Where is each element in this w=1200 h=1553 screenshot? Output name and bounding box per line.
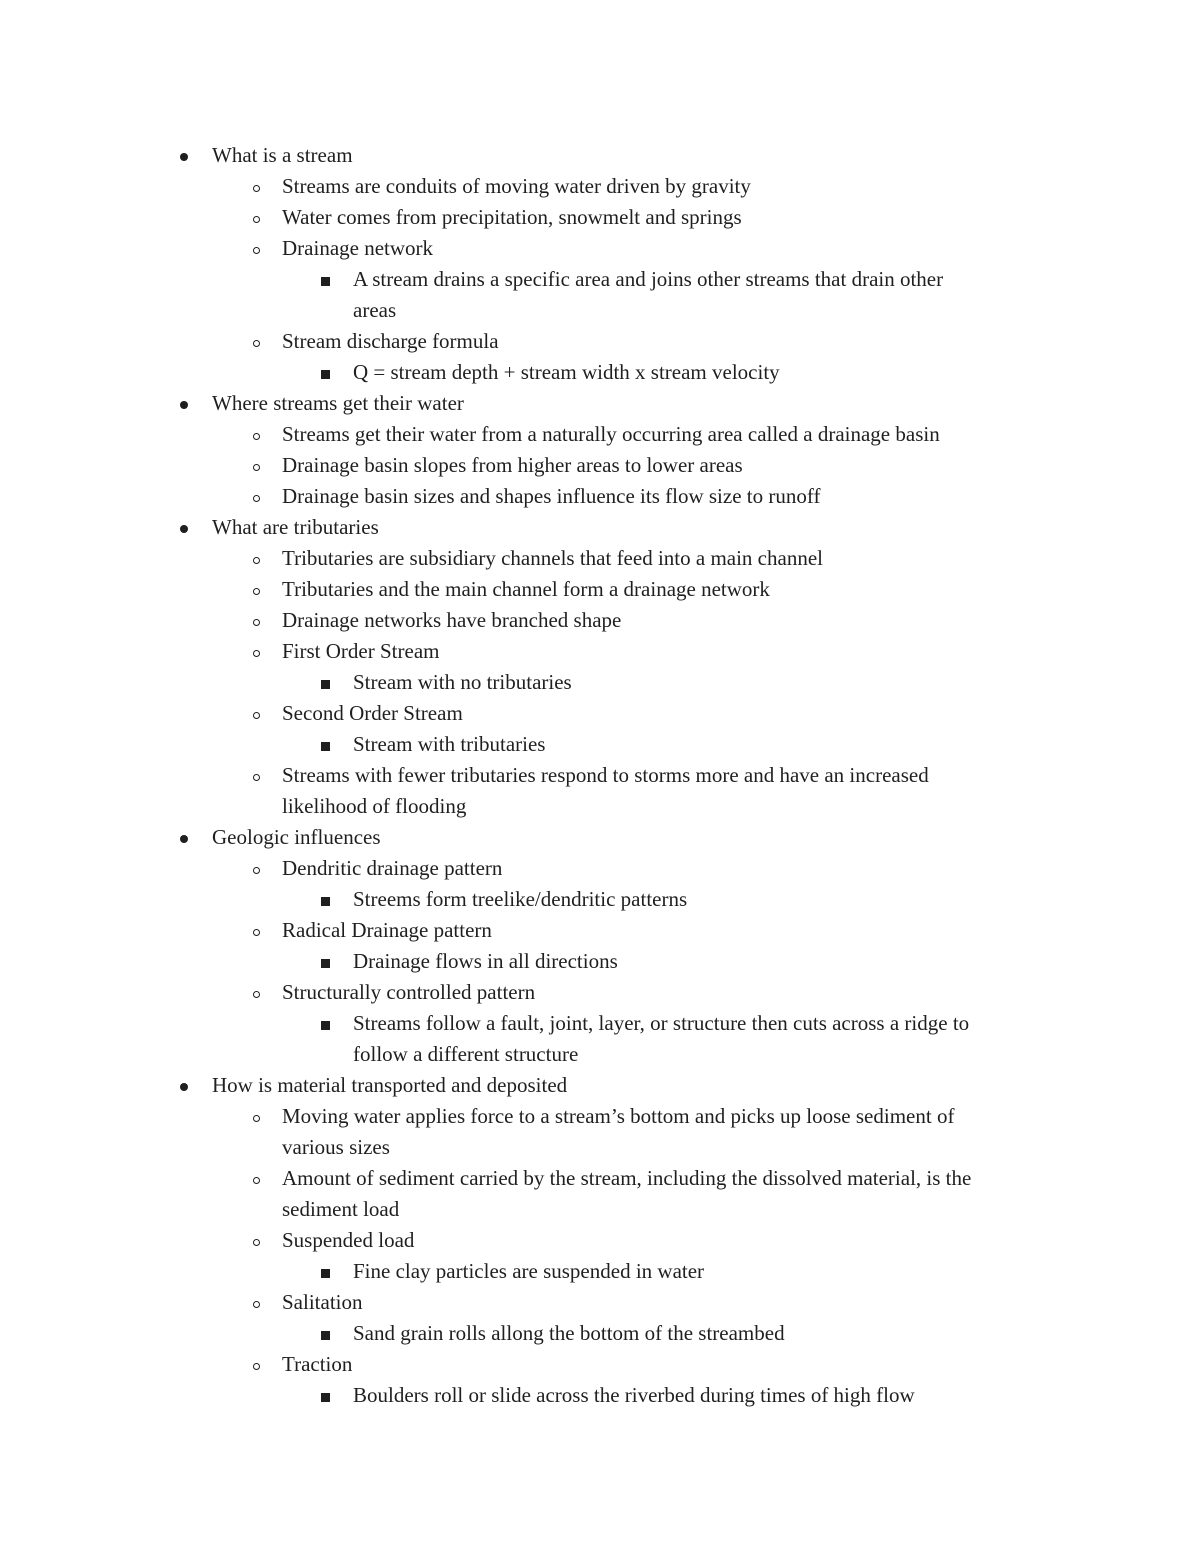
hollow-circle-bullet-icon	[246, 636, 266, 667]
hollow-circle-bullet-icon	[246, 760, 266, 791]
hollow-circle-bullet-icon	[246, 326, 266, 357]
list-item: Second Order Stream	[0, 698, 1200, 729]
hollow-circle-bullet-icon	[246, 202, 266, 233]
list-item: Radical Drainage pattern	[0, 915, 1200, 946]
hollow-circle-bullet-icon	[246, 543, 266, 574]
list-item: Traction	[0, 1349, 1200, 1380]
filled-circle-bullet-icon	[174, 1070, 194, 1101]
hollow-circle-bullet-icon	[246, 481, 266, 512]
sub-list-item: Stream with tributaries	[0, 729, 1200, 760]
list-item: Tributaries are subsidiary channels that feed into a main channel	[0, 543, 1200, 574]
heading-material-transport: How is material transported and deposited	[0, 1070, 1200, 1101]
hollow-circle-bullet-icon	[246, 1101, 266, 1132]
heading-where-streams-get-water: Where streams get their water	[0, 388, 1200, 419]
hollow-circle-bullet-icon	[246, 1163, 266, 1194]
list-item: Streams with fewer tributaries respond to storms more and have an increased	[0, 760, 1200, 791]
hollow-circle-bullet-icon	[246, 1225, 266, 1256]
sub-list-item: Streems form treelike/dendritic patterns	[0, 884, 1200, 915]
filled-circle-bullet-icon	[174, 388, 194, 419]
hollow-circle-bullet-icon	[246, 1349, 266, 1380]
list-item-continuation: various sizes	[282, 1135, 390, 1159]
list-item: Tributaries and the main channel form a drainage network	[0, 574, 1200, 605]
sub-list-item: Boulders roll or slide across the riverbed during times of high flow	[0, 1380, 1200, 1411]
list-item: Salitation	[0, 1287, 1200, 1318]
sub-list-item: Stream with no tributaries	[0, 667, 1200, 698]
list-item: Suspended load	[0, 1225, 1200, 1256]
list-item: Dendritic drainage pattern	[0, 853, 1200, 884]
hollow-circle-bullet-icon	[246, 233, 266, 264]
list-item-continuation: sediment load	[282, 1197, 400, 1221]
list-item: Drainage basin sizes and shapes influence its flow size to runoff	[0, 481, 1200, 512]
heading-geologic-influences: Geologic influences	[0, 822, 1200, 853]
list-item: Streams are conduits of moving water driven by gravity	[0, 171, 1200, 202]
list-item: Streams get their water from a naturally occurring area called a drainage basin	[0, 419, 1200, 450]
hollow-circle-bullet-icon	[246, 605, 266, 636]
square-bullet-icon	[315, 729, 335, 760]
sub-list-item: A stream drains a specific area and joins other streams that drain other	[0, 264, 1200, 295]
list-item: Moving water applies force to a stream’s bottom and picks up loose sediment of	[0, 1101, 1200, 1132]
sub-list-item: Streams follow a fault, joint, layer, or structure then cuts across a ridge to	[0, 1008, 1200, 1039]
sub-list-item: Sand grain rolls allong the bottom of the streambed	[0, 1318, 1200, 1349]
list-item: First Order Stream	[0, 636, 1200, 667]
hollow-circle-bullet-icon	[246, 977, 266, 1008]
list-item: Water comes from precipitation, snowmelt and springs	[0, 202, 1200, 233]
square-bullet-icon	[315, 264, 335, 295]
hollow-circle-bullet-icon	[246, 450, 266, 481]
list-item-continuation: likelihood of flooding	[282, 794, 467, 818]
list-item: Stream discharge formula	[0, 326, 1200, 357]
filled-circle-bullet-icon	[174, 512, 194, 543]
hollow-circle-bullet-icon	[246, 171, 266, 202]
list-item: Drainage network	[0, 233, 1200, 264]
list-item: Amount of sediment carried by the stream, including the dissolved material, is the	[0, 1163, 1200, 1194]
square-bullet-icon	[315, 1318, 335, 1349]
filled-circle-bullet-icon	[174, 140, 194, 171]
sub-list-item: Fine clay particles are suspended in water	[0, 1256, 1200, 1287]
square-bullet-icon	[315, 1256, 335, 1287]
square-bullet-icon	[315, 1380, 335, 1411]
hollow-circle-bullet-icon	[246, 419, 266, 450]
hollow-circle-bullet-icon	[246, 574, 266, 605]
heading-what-is-a-stream: What is a stream	[0, 140, 1200, 171]
square-bullet-icon	[315, 946, 335, 977]
sub-list-item: Q = stream depth + stream width x stream velocity	[0, 357, 1200, 388]
filled-circle-bullet-icon	[174, 822, 194, 853]
square-bullet-icon	[315, 1008, 335, 1039]
square-bullet-icon	[315, 884, 335, 915]
hollow-circle-bullet-icon	[246, 915, 266, 946]
square-bullet-icon	[315, 667, 335, 698]
heading-what-are-tributaries: What are tributaries	[0, 512, 1200, 543]
sub-list-item-continuation: areas	[353, 298, 397, 322]
list-item: Drainage basin slopes from higher areas to lower areas	[0, 450, 1200, 481]
sub-list-item: Drainage flows in all directions	[0, 946, 1200, 977]
sub-list-item-continuation: follow a different structure	[353, 1042, 579, 1066]
notes-document	[0, 140, 1200, 1411]
hollow-circle-bullet-icon	[246, 853, 266, 884]
hollow-circle-bullet-icon	[246, 698, 266, 729]
list-item: Structurally controlled pattern	[0, 977, 1200, 1008]
hollow-circle-bullet-icon	[246, 1287, 266, 1318]
list-item: Drainage networks have branched shape	[0, 605, 1200, 636]
square-bullet-icon	[315, 357, 335, 388]
